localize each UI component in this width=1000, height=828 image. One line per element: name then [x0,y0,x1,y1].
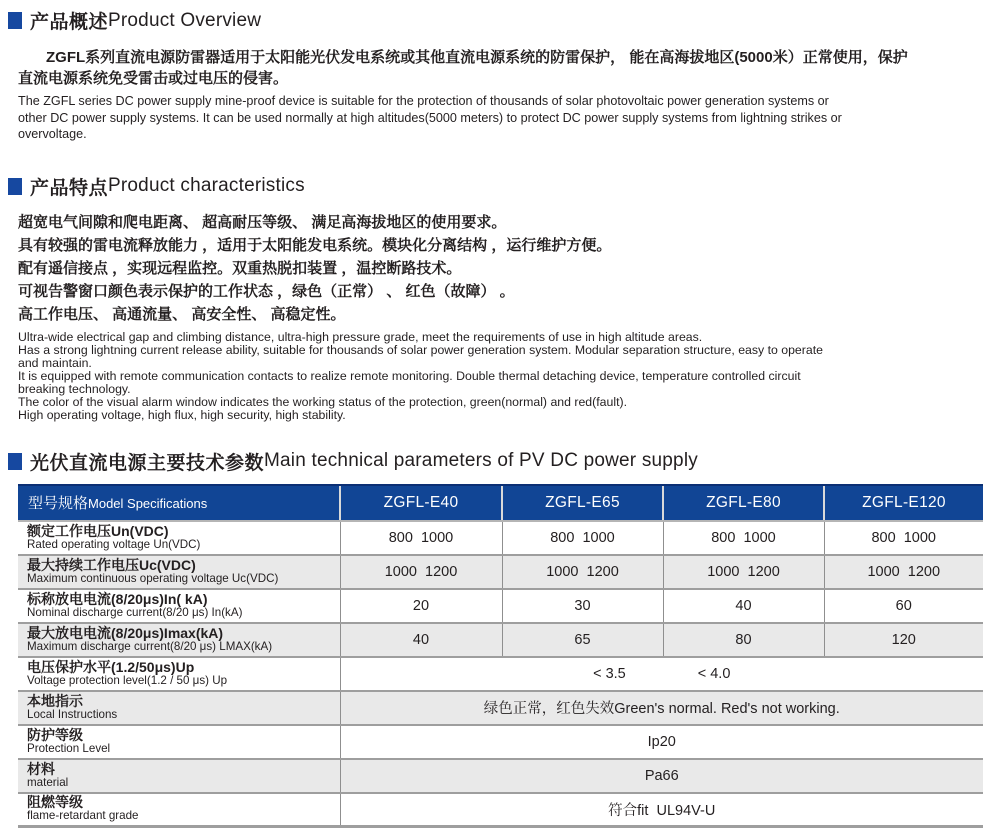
feature-zh-line: 配有遥信接点 ，实现远程监控。双重热脱扣装置 ，温控断路技术。 [18,257,983,280]
characteristics-title-zh: 产品特点 [30,173,108,200]
header-model-zgfl-e120: ZGFL-E120 [824,485,983,521]
cell-value: 40 [340,623,502,657]
cell-value: 65 [502,623,663,657]
section-bullet-square [8,178,22,195]
feature-en-line: breaking technology. [18,383,983,396]
row-label-zh: 最大持续工作电压Uc(VDC) [27,558,336,573]
row-label-zh: 最大放电电流(8/20μs)Imax(kA) [27,626,336,641]
row-label-material [18,759,340,793]
row-label-en: Local Instructions [27,709,336,721]
cell-value: 30 [502,589,663,623]
cell-value: 120 [824,623,983,657]
cell-value: 800 1000 [340,521,502,555]
row-label-en: Maximum continuous operating voltage Uc(VDC) [27,573,336,585]
table-row [18,589,983,623]
cell-value: 40 [663,589,824,623]
cell-value: 1000 1200 [824,555,983,589]
header-label-zh: 型号规格 [28,495,88,512]
overview-en-line: other DC power supply systems. It can be used normally at high altitudes(5000 meters) to protect DC power supply systems from lightning strikes or [18,110,983,127]
row-label-nominal-discharge-current [18,589,340,623]
header-model-zgfl-e65: ZGFL-E65 [502,485,663,521]
specifications-table [18,484,983,828]
cell-value-merged: Pa66 [340,759,983,793]
parameters-title-zh: 光伏直流电源主要技术参数 [30,448,264,475]
row-label-protection-level [18,725,340,759]
feature-list-en [18,331,983,422]
cell-value: 80 [663,623,824,657]
overview-zh-line: 直流电源系统免受雷击或过电压的侵害。 [18,68,983,89]
overview-title-en: Product Overview [108,10,261,32]
table-row [18,555,983,589]
row-label-en: Protection Level [27,743,336,755]
parameters-section-header [8,448,983,475]
overview-en-line: The ZGFL series DC power supply mine-proof device is suitable for the protection of thousands of solar photovoltaic power generation systems or [18,93,983,110]
row-label-en: material [27,777,336,789]
feature-zh-line: 超宽电气间隙和爬电距离、 超高耐压等级、 满足高海拔地区的使用要求。 [18,211,983,234]
overview-section-header [8,7,983,34]
row-label-en: Nominal discharge current(8/20 μs) In(kA) [27,607,336,619]
row-label-en: Rated operating voltage Un(VDC) [27,539,336,551]
overview-zh-line: ZGFL系列直流电源防雷器适用于太阳能光伏发电系统或其他直流电源系统的防雷保护， 能在高海拔地区(5000米）正常使用，保护 [18,47,983,68]
table-row [18,691,983,725]
characteristics-title-en: Product characteristics [108,175,305,197]
table-row [18,725,983,759]
row-label-en: Maximum discharge current(8/20 μs) LMAX(kA) [27,641,336,653]
table-header-row [18,485,983,521]
overview-en-line: overvoltage. [18,126,983,143]
section-bullet-square [8,453,22,470]
cell-value-merged: Ip20 [340,725,983,759]
cell-value-merged: 绿色正常，红色失效Green's normal. Red's not working. [340,691,983,725]
row-label-voltage-protection-level [18,657,340,691]
header-label-en: Model Specifications [88,496,207,511]
table-row [18,623,983,657]
row-label-en: flame-retardant grade [27,810,336,822]
row-label-en: Voltage protection level(1.2 / 50 μs) Up [27,675,336,687]
feature-zh-line: 高工作电压、 高通流量、 高安全性、 高稳定性。 [18,303,983,326]
overview-paragraph-en [18,93,983,143]
feature-en-line: The color of the visual alarm window indicates the working status of the protection, green(normal) and red(fault). [18,396,983,409]
cell-value: 1000 1200 [663,555,824,589]
feature-en-line: High operating voltage, high flux, high security, high stability. [18,409,983,422]
feature-zh-line: 可视告警窗口颜色表示保护的工作状态 ，绿色（正常） 、 红色（故障） 。 [18,280,983,303]
table-row [18,657,983,691]
feature-en-line: It is equipped with remote communication contacts to realize remote monitoring. Double thermal detaching device, temperature controlled circuit [18,370,983,383]
row-label-max-continuous-voltage [18,555,340,589]
cell-value: 60 [824,589,983,623]
row-label-max-discharge-current [18,623,340,657]
cell-value: 1000 1200 [502,555,663,589]
row-label-local-instructions [18,691,340,725]
characteristics-section-header [8,173,983,200]
table-row [18,521,983,555]
cell-value: 1000 1200 [340,555,502,589]
cell-value-merged [340,657,983,691]
row-label-zh: 电压保护水平(1.2/50μs)Up [27,660,336,675]
cell-value: 20 [340,589,502,623]
cell-value: 800 1000 [824,521,983,555]
feature-list-zh [18,211,983,326]
cell-value-merged: 符合fit UL94V-U [340,793,983,827]
section-bullet-square [8,12,22,29]
row-label-zh: 额定工作电压Un(VDC) [27,524,336,539]
feature-en-line: Ultra-wide electrical gap and climbing distance, ultra-high pressure grade, meet the requirements of use in high altitude areas. [18,331,983,344]
parameters-title-en: Main technical parameters of PV DC power supply [264,450,698,472]
table-row [18,793,983,827]
row-label-zh: 材料 [27,762,336,777]
table-row [18,759,983,793]
cell-value: < 3.5 [593,666,626,682]
overview-paragraph-zh [18,47,983,89]
header-model-specifications [18,485,340,521]
header-model-zgfl-e80: ZGFL-E80 [663,485,824,521]
cell-value: 800 1000 [663,521,824,555]
row-label-zh: 标称放电电流(8/20μs)In( kA) [27,592,336,607]
feature-en-line: and maintain. [18,357,983,370]
cell-value: 800 1000 [502,521,663,555]
row-label-rated-voltage [18,521,340,555]
row-label-zh: 防护等级 [27,728,336,743]
row-label-flame-retardant-grade [18,793,340,827]
feature-zh-line: 具有较强的雷电流释放能力 ，适用于太阳能发电系统。模块化分离结构 ，运行维护方便。 [18,234,983,257]
row-label-zh: 本地指示 [27,694,336,709]
header-model-zgfl-e40: ZGFL-E40 [340,485,502,521]
row-label-zh: 阻燃等级 [27,795,336,810]
cell-value: < 4.0 [698,666,731,682]
feature-en-line: Has a strong lightning current release ability, suitable for thousands of solar power generation system. Modular separation structure, easy to operate [18,344,983,357]
overview-title-zh: 产品概述 [30,7,108,34]
